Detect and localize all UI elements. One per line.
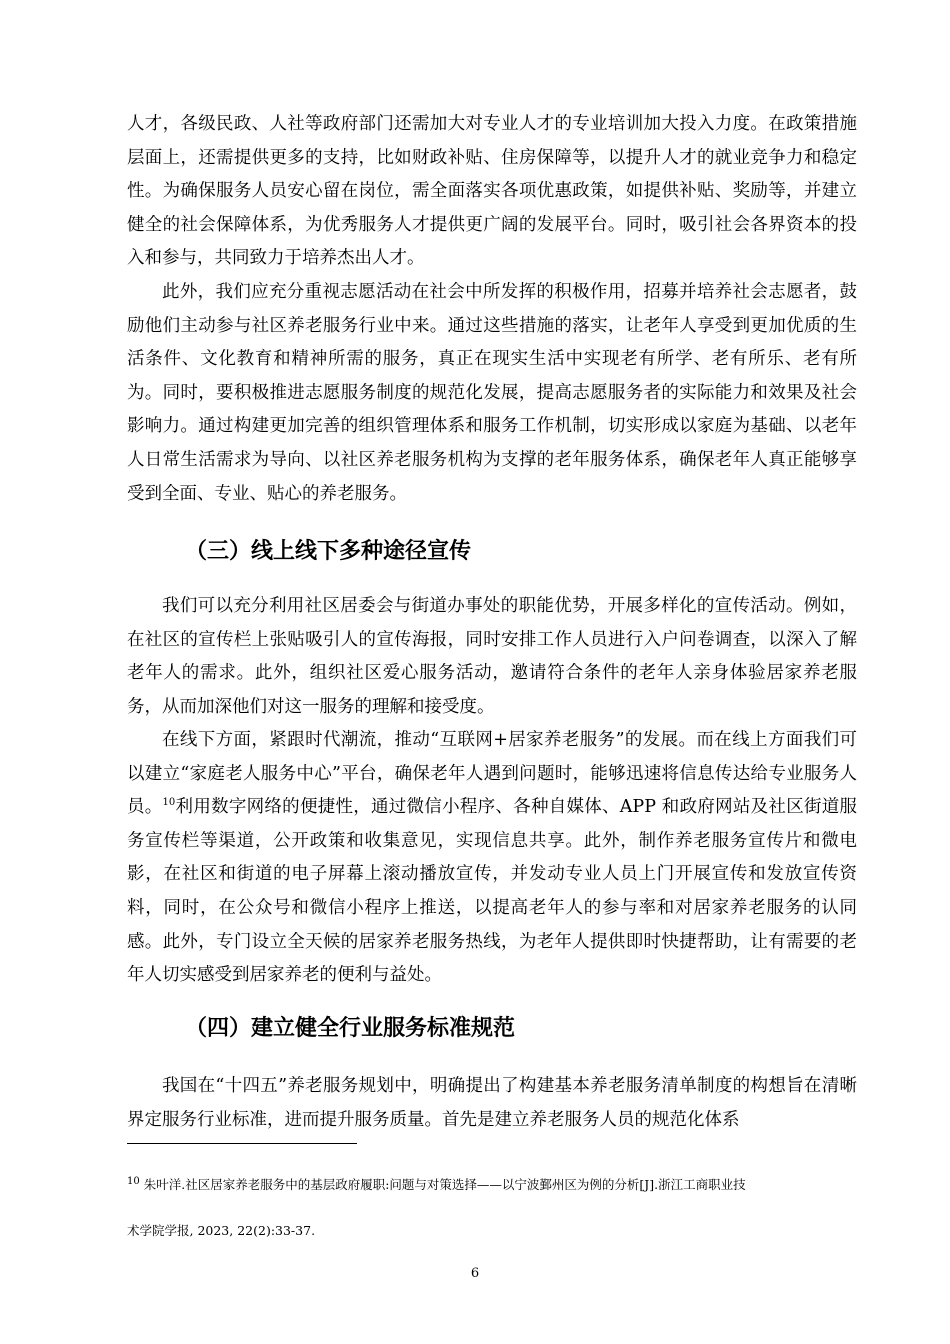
- paragraph-online-offline-part1: 在线下方面，紧跟时代潮流，推动“互联网+居家养老服务”的发展。而在线上方面我们可以建立“家庭老人服务中心”平台，确保老年人遇到问题时，能够迅速将信息传达给专业服务人员。: [127, 730, 857, 818]
- paragraph-talent-policy: 人才，各级民政、人社等政府部门还需加大对专业人才的专业培训加大投入力度。在政策措施层面上，还需提供更多的支持，比如财政补贴、住房保障等，以提升人才的就业竞争力和稳定性。为确保服务人员安心留在岗位，需全面落实各项优惠政策，如提供补贴、奖励等，并建立健全的社会保障体系，为优秀服务人才提供更广阔的发展平台。同时，吸引社会各界资本的投入和参与，共同致力于培养杰出人才。: [127, 114, 857, 269]
- paragraph-community-promotion: 我们可以充分利用社区居委会与街道办事处的职能优势，开展多样化的宣传活动。例如，在社区的宣传栏上张贴吸引人的宣传海报，同时安排工作人员进行入户问卷调查，以深入了解老年人的需求。此外，组织社区爱心服务活动，邀请符合条件的老年人亲身体验居家养老服务，从而加深他们对这一服务的理解和接受度。: [127, 596, 857, 717]
- paragraph-online-offline-part2: 利用数字网络的便捷性，通过微信小程序、各种自媒体、APP 和政府网站及社区街道服务宣传栏等渠道，公开政策和收集意见，实现信息共享。此外，制作养老服务宣传片和微电影，在社区和街道的电子屏幕上滚动播放宣传，并发动专业人员上门开展宣传和发放宣传资料，同时，在公众号和微信小程序上推送，以提高老年人的参与率和对居家养老服务的认同感。此外，专门设立全天候的居家养老服务热线，为老年人提供即时快捷帮助，让有需要的老年人切实感受到居家养老的便利与益处。: [127, 797, 858, 986]
- paragraph-service-standards: 我国在“十四五”养老服务规划中，明确提出了构建基本养老服务清单制度的构想旨在清晰界定服务行业标准，进而提升服务质量。首先是建立养老服务人员的规范化体系: [127, 1076, 857, 1130]
- paragraph-online-offline: [127, 724, 857, 993]
- footnote-reference: 10: [162, 797, 176, 809]
- footnote-number: 10: [127, 1175, 140, 1187]
- footnote-line-1: [127, 1175, 867, 1195]
- page-number: 6: [470, 1266, 480, 1281]
- section-heading-standards: （四）建立健全行业服务标准规范: [185, 1016, 516, 1041]
- footnote-text-1: 朱叶洋.社区居家养老服务中的基层政府履职:问题与对策选择——以宁波鄞州区为例的分析[J].浙江工商职业技: [143, 1177, 746, 1192]
- footnote-divider: [127, 1143, 357, 1144]
- section-heading-promotion: （三）线上线下多种途径宣传: [185, 539, 472, 564]
- paragraph-volunteer: 此外，我们应充分重视志愿活动在社会中所发挥的积极作用，招募并培养社会志愿者，鼓励他们主动参与社区养老服务行业中来。通过这些措施的落实，让老年人享受到更加优质的生活条件、文化教育和精神所需的服务，真正在现实生活中实现老有所学、老有所乐、老有所为。同时，要积极推进志愿服务制度的规范化发展，提高志愿服务者的实际能力和效果及社会影响力。通过构建更加完善的组织管理体系和服务工作机制，切实形成以家庭为基础、以老年人日常生活需求为导向、以社区养老服务机构为支撑的老年服务体系，确保老年人真正能够享受到全面、专业、贴心的养老服务。: [127, 282, 857, 504]
- footnote-line-2: 术学院学报, 2023, 22(2):33-37.: [127, 1223, 316, 1238]
